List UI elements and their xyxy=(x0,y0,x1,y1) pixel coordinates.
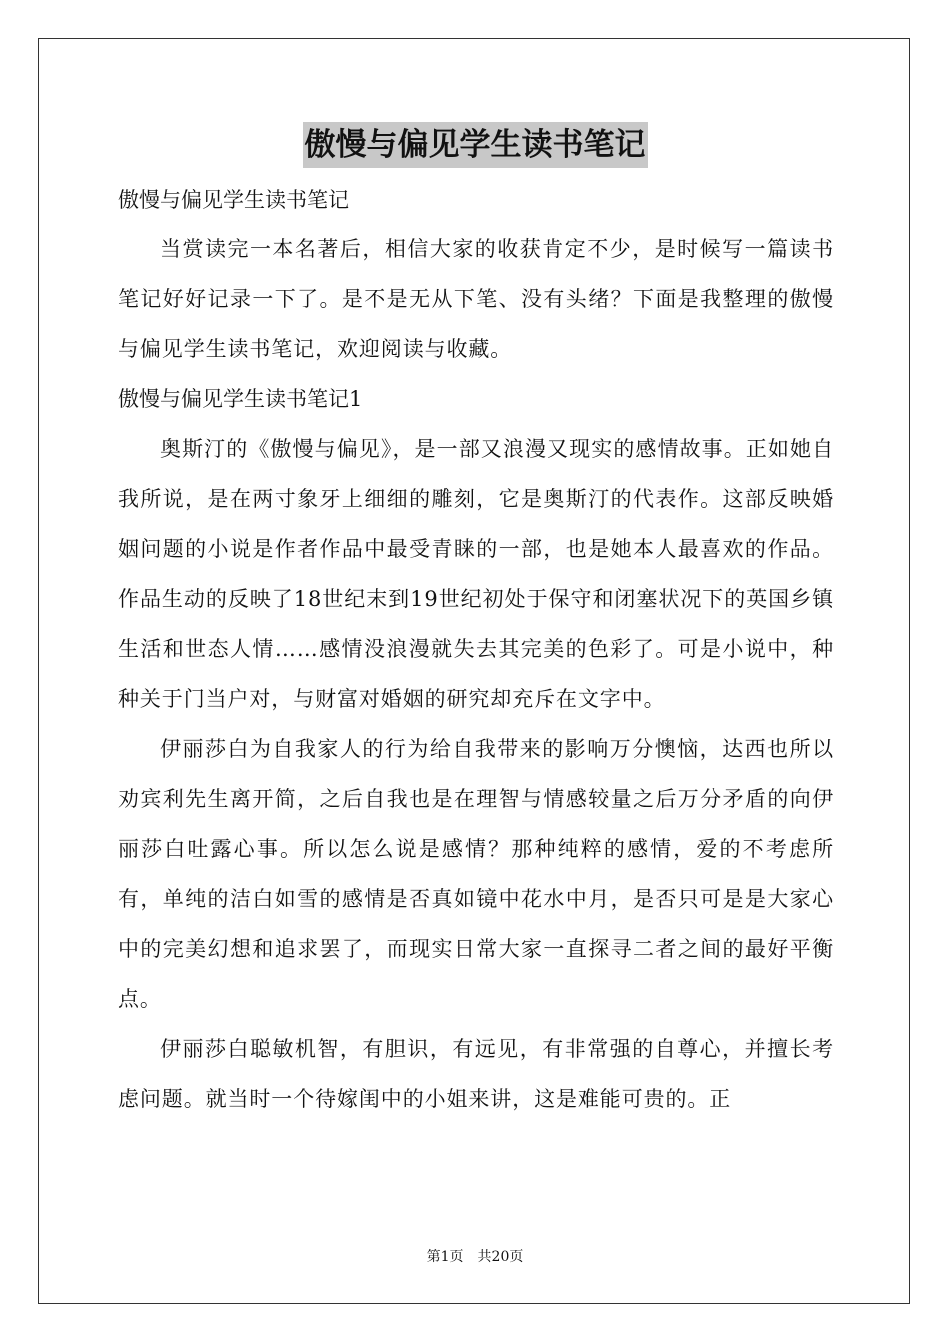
body-paragraph-2: 伊丽莎白为自我家人的行为给自我带来的影响万分懊恼，达西也所以劝宾利先生离开简，之后自我也是在理智与情感较量之后万分矛盾的向伊丽莎白吐露心事。所以怎么说是感情？那种纯粹的感情，爱的不考虑所有，单纯的洁白如雪的感情是否真如镜中花水中月，是否只可是是大家心中的完美幻想和追求罢了，而现实日常大家一直探寻二者之间的最好平衡点。 xyxy=(118,737,834,1011)
section-heading: 傲慢与偏见学生读书笔记1 xyxy=(118,387,363,411)
body-paragraph-1: 奥斯汀的《傲慢与偏见》，是一部又浪漫又现实的感情故事。正如她自我所说，是在两寸象牙上细细的雕刻，它是奥斯汀的代表作。这部反映婚姻问题的小说是作者作品中最受青睐的一部，也是她本人最喜欢的作品。作品生动的反映了18世纪末到19世纪初处于保守和闭塞状况下的英国乡镇生活和世态人情……感情没浪漫就失去其完美的色彩了。可是小说中，种种关于门当户对，与财富对婚姻的研究却充斥在文字中。 xyxy=(118,437,834,711)
document-subtitle: 傲慢与偏见学生读书笔记 xyxy=(118,188,349,212)
intro-paragraph: 当赏读完一本名著后，相信大家的收获肯定不少，是时候写一篇读书笔记好好记录一下了。是不是无从下笔、没有头绪？下面是我整理的傲慢与偏见学生读书笔记，欢迎阅读与收藏。 xyxy=(118,237,834,361)
document-title: 傲慢与偏见学生读书笔记 xyxy=(303,122,648,168)
document-body xyxy=(118,178,834,1124)
body-paragraph-3: 伊丽莎白聪敏机智，有胆识，有远见，有非常强的自尊心，并擅长考虑问题。就当时一个待嫁闺中的小姐来讲，这是难能可贵的。正 xyxy=(118,1037,834,1111)
title-wrap xyxy=(0,122,950,168)
page-footer: 第1页 共20页 xyxy=(426,1249,524,1265)
